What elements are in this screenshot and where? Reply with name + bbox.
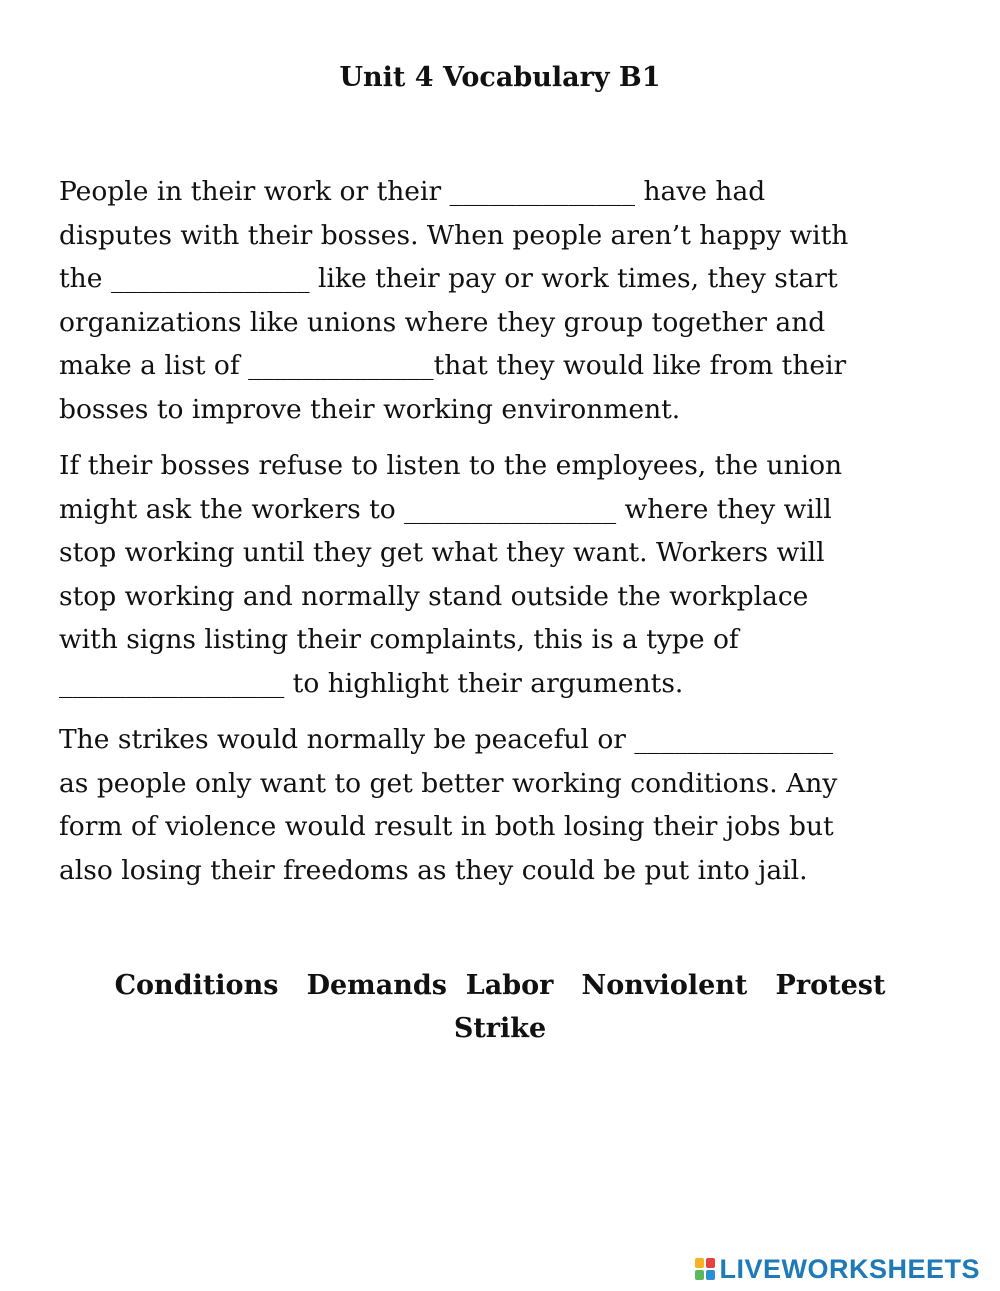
paragraph-3 xyxy=(59,718,959,892)
paragraph-line: If their bosses refuse to listen to the employees, the union xyxy=(59,450,843,481)
word-bank-line: Strike xyxy=(453,1013,547,1044)
paragraph-line: might ask the workers to ________________ where they will xyxy=(59,493,832,525)
paragraph-line: bosses to improve their working environment. xyxy=(59,393,681,425)
logo-text: LIVEWORKSHEETS xyxy=(719,1253,980,1284)
paragraph-line: stop working until they get what they want. Workers will xyxy=(59,537,825,568)
paragraph-line: stop working and normally stand outside the workplace xyxy=(59,580,809,612)
page-title: Unit 4 Vocabulary B1 xyxy=(339,62,661,93)
paragraph-line: People in their work or their ______________ have had xyxy=(59,176,766,207)
word-bank xyxy=(0,964,1000,1050)
liveworksheets-logo xyxy=(695,1254,980,1284)
paragraph-line: the _______________ like their pay or work times, they start xyxy=(59,263,838,294)
liveworksheets-logo-icon xyxy=(695,1258,715,1280)
paragraph-line: as people only want to get better working conditions. Any xyxy=(59,767,838,799)
logo-square-icon xyxy=(706,1270,715,1280)
paragraph-1 xyxy=(59,170,959,431)
paragraph-line: organizations like unions where they group together and xyxy=(59,306,826,338)
paragraph-line: The strikes would normally be peaceful or _______________ xyxy=(59,724,834,755)
paragraph-2 xyxy=(59,444,959,705)
logo-square-icon xyxy=(695,1258,704,1268)
paragraph-line: form of violence would result in both losing their jobs but xyxy=(59,811,834,842)
paragraph-line: with signs listing their complaints, this is a type of xyxy=(59,624,739,655)
paragraph-line: also losing their freedoms as they could be put into jail. xyxy=(59,854,808,886)
word-bank-line: Conditions Demands Labor Nonviolent Protest xyxy=(114,970,886,1001)
logo-square-icon xyxy=(706,1258,715,1268)
logo-square-icon xyxy=(695,1270,704,1280)
passage xyxy=(59,170,959,905)
paragraph-line: disputes with their bosses. When people aren’t happy with xyxy=(59,219,849,251)
paragraph-line: make a list of ______________that they would like from their xyxy=(59,350,847,381)
paragraph-line: _________________ to highlight their arguments. xyxy=(59,667,684,699)
